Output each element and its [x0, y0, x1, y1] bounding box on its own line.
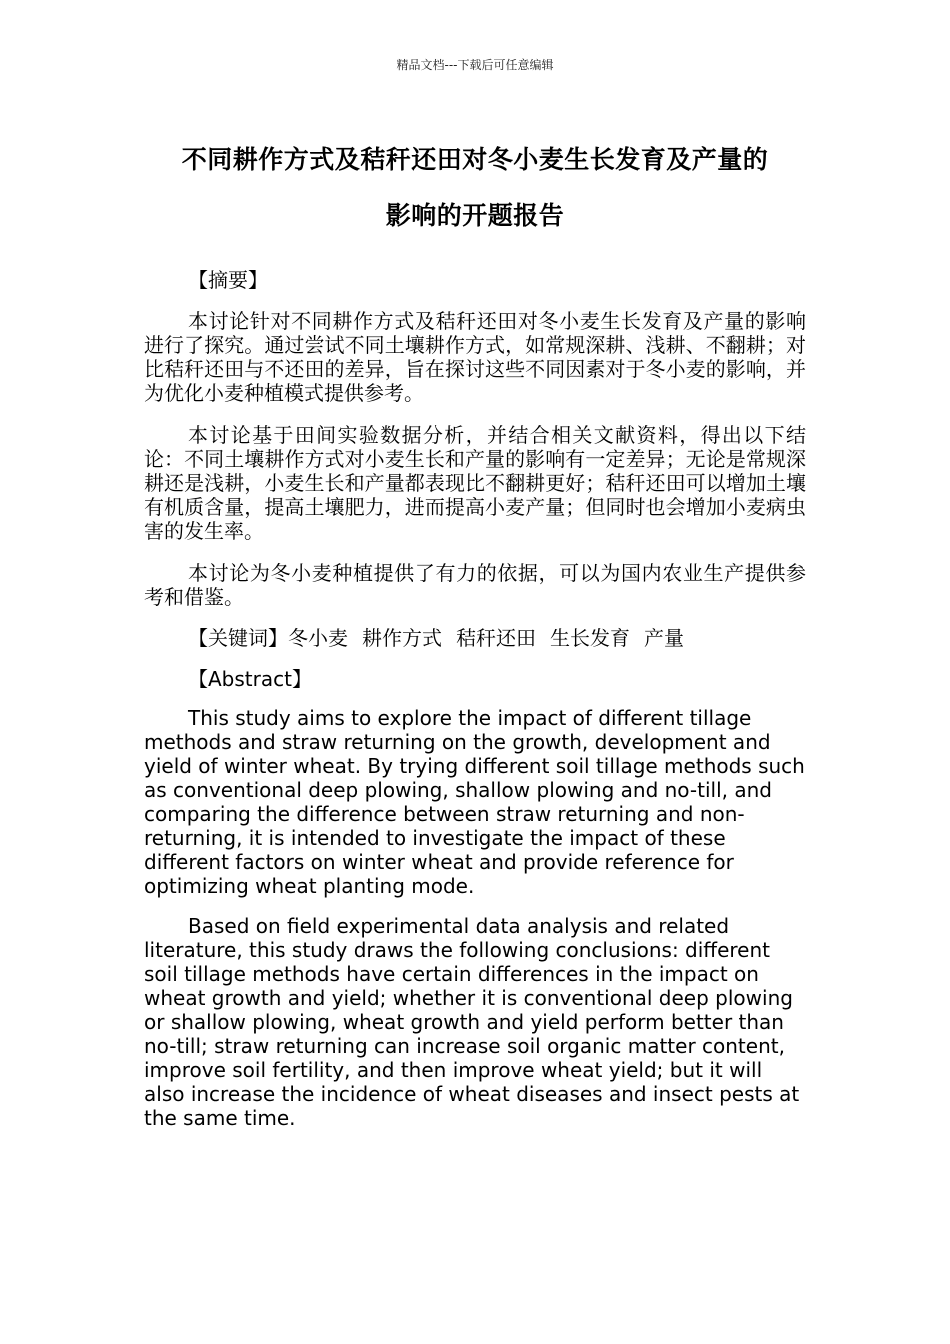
keyword: 生长发育	[550, 626, 630, 650]
abstract-en-paragraph-1: This study aims to explore the impact of different tillage methods and straw returning on the growth, development and yield of winter wheat. By trying different soil tillage methods such as conventional deep plowing, shallow plowing and no-till, and comparing the difference between straw returning and non-returning, it is intended to investigate the impact of these different factors on winter wheat and provide reference for optimizing wheat planting mode.	[144, 706, 805, 898]
abstract-cn-paragraph-3: 本讨论为冬小麦种植提供了有力的依据，可以为国内农业生产提供参考和借鉴。	[144, 561, 806, 609]
keyword: 耕作方式	[362, 626, 442, 650]
keywords-label: 【关键词】	[188, 626, 288, 650]
document-title	[100, 132, 850, 244]
abstract-cn-paragraph-2: 本讨论基于田间实验数据分析，并结合相关文献资料，得出以下结论：不同土壤耕作方式对小麦生长和产量的影响有一定差异；无论是常规深耕还是浅耕，小麦生长和产量都表现比不翻耕更好；秸秆还田可以增加土壤有机质含量，提高土壤肥力，进而提高小麦产量；但同时也会增加小麦病虫害的发生率。	[144, 423, 806, 543]
keyword: 冬小麦	[288, 626, 348, 650]
title-line-1: 不同耕作方式及秸秆还田对冬小麦生长发育及产量的	[181, 145, 769, 174]
abstract-cn-paragraph-1: 本讨论针对不同耕作方式及秸秆还田对冬小麦生长发育及产量的影响进行了探究。通过尝试不同土壤耕作方式，如常规深耕、浅耕、不翻耕；对比秸秆还田与不还田的差异，旨在探讨这些不同因素对于冬小麦的影响，并为优化小麦种植模式提供参考。	[144, 309, 806, 405]
title-line-2: 影响的开题报告	[385, 201, 565, 230]
abstract-en-label: 【Abstract】	[188, 667, 312, 691]
header-note: 精品文档---下载后可任意编辑	[396, 58, 554, 72]
abstract-cn-label: 【摘要】	[188, 268, 268, 292]
keyword: 秸秆还田	[456, 626, 536, 650]
keyword: 产量	[644, 626, 684, 650]
keywords-line	[144, 626, 806, 650]
abstract-en-paragraph-2: Based on field experimental data analysis and related literature, this study draws the following conclusions: different soil tillage methods have certain differences in the impact on wheat growth and yield; whether it is conventional deep plowing or shallow plowing, wheat growth and yield perform better than no-till; straw returning can increase soil organic matter content, improve soil fertility, and then improve wheat yield; but it will also increase the incidence of wheat diseases and insect pests at the same time.	[144, 914, 800, 1130]
document-body	[144, 268, 806, 1130]
